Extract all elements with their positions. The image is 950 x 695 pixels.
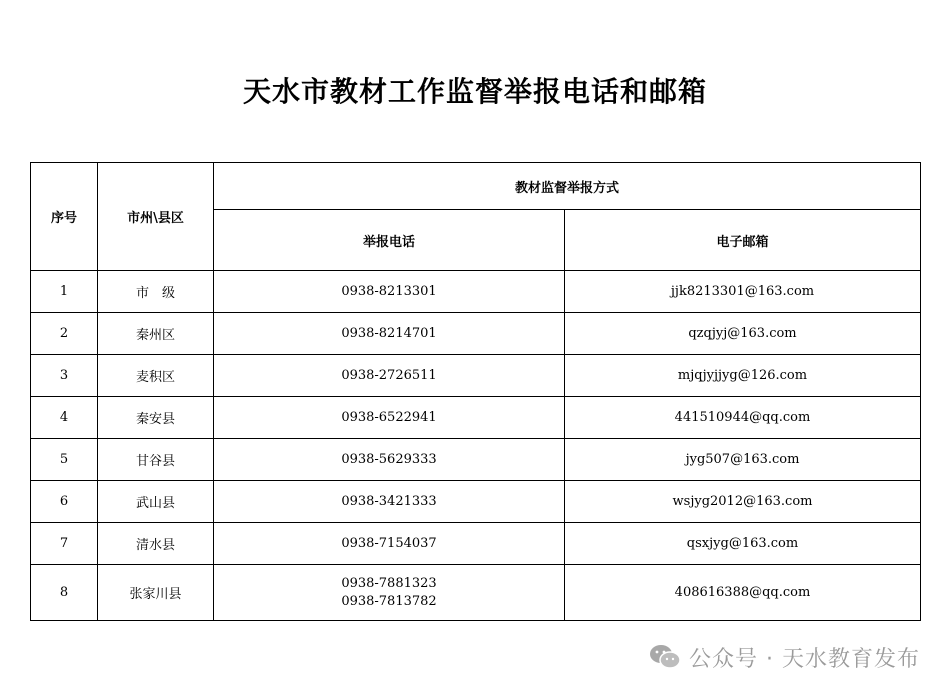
cell-district: 张家川县 bbox=[98, 565, 214, 621]
cell-index: 7 bbox=[31, 523, 98, 565]
report-table bbox=[30, 162, 921, 621]
table-row bbox=[31, 565, 921, 621]
header-phone: 举报电话 bbox=[214, 210, 565, 271]
watermark bbox=[649, 640, 920, 674]
cell-district: 秦安县 bbox=[98, 397, 214, 439]
cell-phone bbox=[214, 523, 565, 565]
cell-index: 4 bbox=[31, 397, 98, 439]
cell-phone bbox=[214, 271, 565, 313]
phone-number: 0938-7813782 bbox=[341, 593, 437, 609]
cell-district: 武山县 bbox=[98, 481, 214, 523]
cell-phone bbox=[214, 481, 565, 523]
cell-email: jjk8213301@163.com bbox=[565, 271, 921, 313]
table-row bbox=[31, 355, 921, 397]
table-row bbox=[31, 439, 921, 481]
cell-email: 441510944@qq.com bbox=[565, 397, 921, 439]
cell-district: 麦积区 bbox=[98, 355, 214, 397]
header-index: 序号 bbox=[31, 163, 98, 271]
cell-phone bbox=[214, 397, 565, 439]
phone-number: 0938-7881323 bbox=[341, 575, 437, 591]
cell-email: jyg507@163.com bbox=[565, 439, 921, 481]
phone-number: 0938-2726511 bbox=[341, 367, 437, 383]
phone-number: 0938-3421333 bbox=[341, 493, 437, 509]
table-row bbox=[31, 397, 921, 439]
table-body bbox=[31, 271, 921, 621]
table-row bbox=[31, 481, 921, 523]
phone-number: 0938-6522941 bbox=[341, 409, 437, 425]
phone-number: 0938-8213301 bbox=[341, 283, 437, 299]
cell-email: qzqjyj@163.com bbox=[565, 313, 921, 355]
cell-district: 清水县 bbox=[98, 523, 214, 565]
cell-email: wsjyg2012@163.com bbox=[565, 481, 921, 523]
cell-email: qsxjyg@163.com bbox=[565, 523, 921, 565]
phone-number: 0938-5629333 bbox=[341, 451, 437, 467]
header-group: 教材监督举报方式 bbox=[214, 163, 921, 210]
cell-district: 秦州区 bbox=[98, 313, 214, 355]
cell-phone bbox=[214, 313, 565, 355]
phone-number: 0938-8214701 bbox=[341, 325, 437, 341]
table-row bbox=[31, 523, 921, 565]
cell-district: 甘谷县 bbox=[98, 439, 214, 481]
cell-email: 408616388@qq.com bbox=[565, 565, 921, 621]
header-district: 市州\县区 bbox=[98, 163, 214, 271]
wechat-icon bbox=[649, 643, 681, 671]
cell-index: 1 bbox=[31, 271, 98, 313]
cell-phone bbox=[214, 565, 565, 621]
cell-email: mjqjyjjyg@126.com bbox=[565, 355, 921, 397]
cell-index: 2 bbox=[31, 313, 98, 355]
cell-phone bbox=[214, 355, 565, 397]
cell-index: 5 bbox=[31, 439, 98, 481]
cell-phone bbox=[214, 439, 565, 481]
header-email: 电子邮箱 bbox=[565, 210, 921, 271]
watermark-label: 公众号 · 天水教育发布 bbox=[689, 646, 920, 672]
cell-index: 6 bbox=[31, 481, 98, 523]
cell-index: 3 bbox=[31, 355, 98, 397]
phone-number: 0938-7154037 bbox=[341, 535, 437, 551]
cell-index: 8 bbox=[31, 565, 98, 621]
cell-district: 市 级 bbox=[98, 271, 214, 313]
table-row bbox=[31, 271, 921, 313]
table-row bbox=[31, 313, 921, 355]
page-title: 天水市教材工作监督举报电话和邮箱 bbox=[242, 75, 707, 108]
